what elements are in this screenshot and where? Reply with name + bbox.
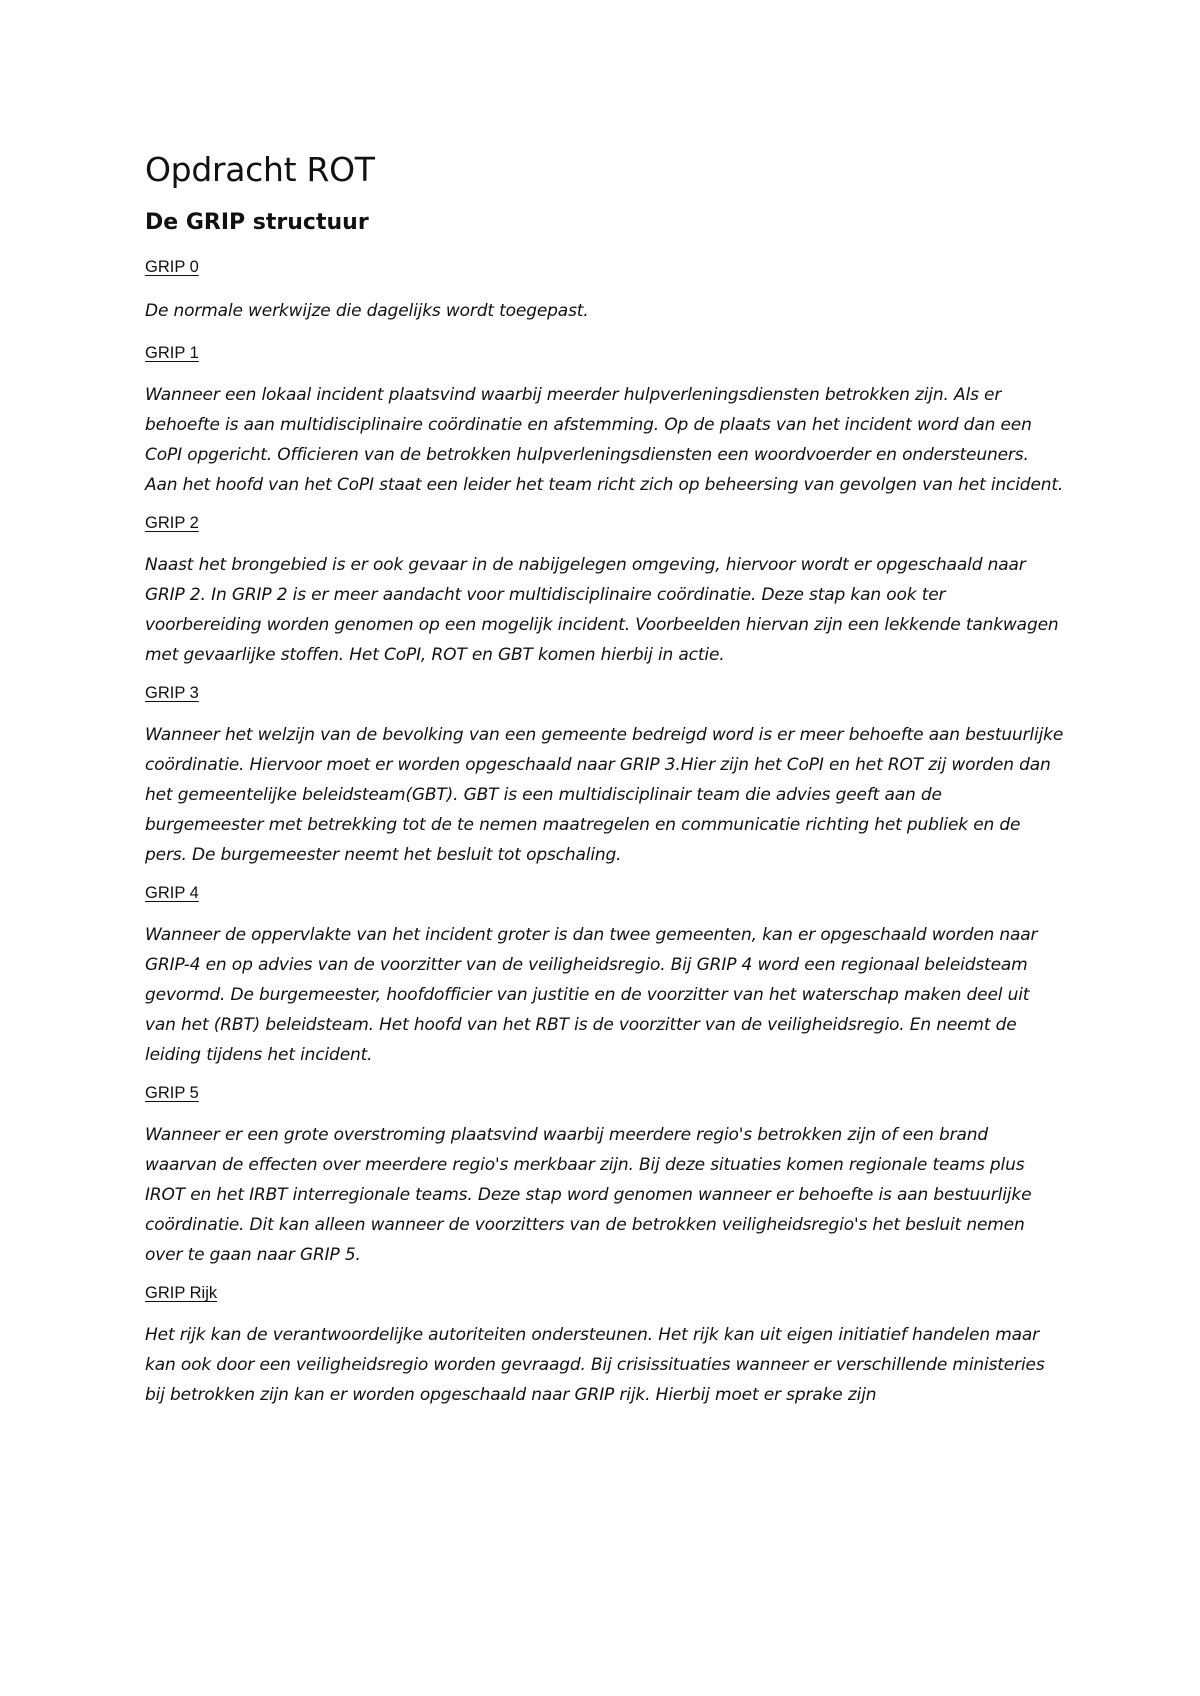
document-subtitle: De GRIP structuur	[145, 210, 369, 235]
section-heading: GRIP 0	[145, 258, 199, 276]
document-title: Opdracht ROT	[145, 150, 375, 189]
section-text: Naast het brongebied is er ook gevaar in de nabijgelegen omgeving, hiervoor wordt er opgeschaald naar GRIP 2. In GRIP 2 is er meer aandacht voor multidisciplinaire coördinatie. Deze stap kan ook ter voorbereiding worden genomen op een mogelijk incident. Voorbeelden hiervan zijn een lekkende tankwagen met gevaarlijke stoffen. Het CoPI, ROT en GBT komen hierbij in actie.	[145, 555, 1059, 665]
section-grip-5	[145, 1082, 1065, 1270]
document-body	[145, 148, 1065, 1410]
section-text: De normale werkwijze die dagelijks wordt toegepast.	[145, 301, 589, 321]
section-heading: GRIP 2	[145, 514, 199, 532]
section-grip-2	[145, 512, 1065, 670]
section-text: Het rijk kan de verantwoordelijke autoriteiten ondersteunen. Het rijk kan uit eigen initiatief handelen maar kan ook door een veiligheidsregio worden gevraagd. Bij crisissituaties wanneer er verschillende ministeries bij betrokken zijn kan er worden opgeschaald naar GRIP rijk. Hierbij moet er sprake zijn	[145, 1325, 1045, 1405]
section-heading: GRIP 5	[145, 1084, 199, 1102]
section-text: Wanneer een lokaal incident plaatsvind waarbij meerder hulpverleningsdiensten betrokken zijn. Als er behoefte is aan multidisciplinaire coördinatie en afstemming. Op de plaats van het incident word dan een CoPI opgericht. Officieren van de betrokken hulpverleningsdiensten een woordvoerder en ondersteuners. Aan het hoofd van het CoPI staat een leider het team richt zich op beheersing van gevolgen van het incident.	[145, 385, 1064, 495]
section-text: Wanneer het welzijn van de bevolking van een gemeente bedreigd word is er meer behoefte aan bestuurlijke coördinatie. Hiervoor moet er worden opgeschaald naar GRIP 3.Hier zijn het CoPI en het ROT zij worden dan het gemeentelijke beleidsteam(GBT). GBT is een multidisciplinair team die advies geeft aan de burgemeester met betrekking tot de te nemen maatregelen en communicatie richting het publiek en de pers. De burgemeester neemt het besluit tot opschaling.	[145, 725, 1064, 865]
section-grip-rijk	[145, 1282, 1065, 1410]
section-text: Wanneer er een grote overstroming plaatsvind waarbij meerdere regio's betrokken zijn of een brand waarvan de effecten over meerdere regio's merkbaar zijn. Bij deze situaties komen regionale teams plus IROT en het IRBT interregionale teams. Deze stap word genomen wanneer er behoefte is aan bestuurlijke coördinatie. Dit kan alleen wanneer de voorzitters van de betrokken veiligheidsregio's het besluit nemen over te gaan naar GRIP 5.	[145, 1125, 1032, 1265]
section-grip-3	[145, 682, 1065, 870]
section-heading: GRIP 3	[145, 684, 199, 702]
section-heading: GRIP Rijk	[145, 1284, 218, 1302]
section-grip-4	[145, 882, 1065, 1070]
section-heading: GRIP 4	[145, 884, 199, 902]
section-text: Wanneer de oppervlakte van het incident groter is dan twee gemeenten, kan er opgeschaald worden naar GRIP-4 en op advies van de voorzitter van de veiligheidsregio. Bij GRIP 4 word een regionaal beleidsteam gevormd. De burgemeester, hoofdofficier van justitie en de voorzitter van het waterschap maken deel uit van het (RBT) beleidsteam. Het hoofd van het RBT is de voorzitter van de veiligheidsregio. En neemt de leiding tijdens het incident.	[145, 925, 1038, 1065]
section-grip-0	[145, 256, 1065, 326]
section-heading: GRIP 1	[145, 344, 199, 362]
section-grip-1	[145, 342, 1065, 500]
